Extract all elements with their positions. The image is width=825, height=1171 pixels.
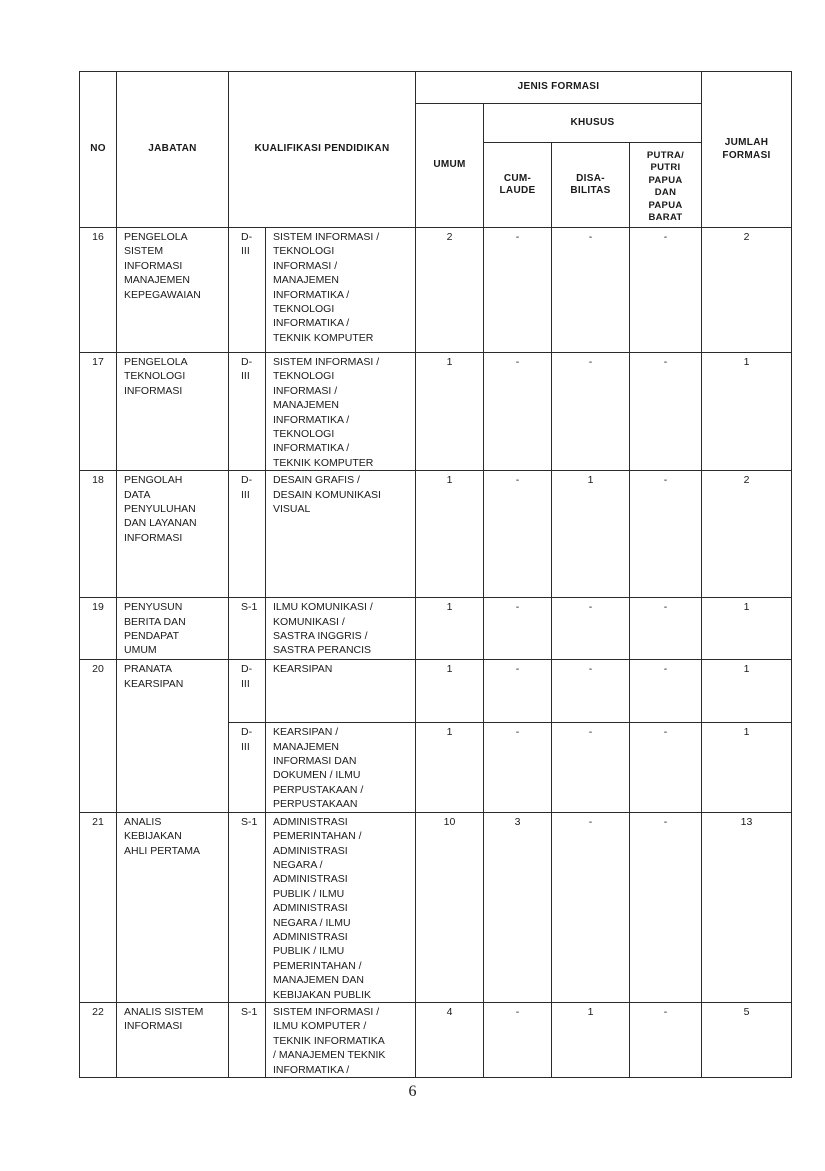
header-umum: UMUM — [416, 104, 484, 228]
row-papua: - — [630, 228, 702, 353]
row-papua: - — [630, 471, 702, 598]
table-row — [80, 812, 792, 1002]
table-row — [80, 471, 792, 598]
header-disabilitas: DISA- BILITAS — [552, 143, 630, 228]
row-jabatan: PENGELOLA SISTEM INFORMASI MANAJEMEN KEPEGAWAIAN — [117, 228, 229, 353]
row-jumlah: 2 — [702, 471, 792, 598]
header-khusus: KHUSUS — [484, 104, 702, 143]
row-cumlaude: - — [484, 228, 552, 353]
row-umum: 1 — [416, 598, 484, 660]
header-jenis-formasi: JENIS FORMASI — [416, 72, 702, 104]
row-prodi: DESAIN GRAFIS / DESAIN KOMUNIKASI VISUAL — [266, 471, 416, 598]
row-umum: 4 — [416, 1002, 484, 1077]
header-putra-putri: PUTRA/ PUTRI PAPUA DAN PAPUA BARAT — [630, 143, 702, 228]
row-umum: 1 — [416, 660, 484, 723]
table-row — [80, 660, 792, 723]
row-umum: 1 — [416, 471, 484, 598]
row-level: D- III — [229, 471, 266, 598]
header-no: NO — [80, 72, 117, 228]
row-papua: - — [630, 353, 702, 471]
row-jabatan: ANALIS KEBIJAKAN AHLI PERTAMA — [117, 812, 229, 1002]
row-cumlaude: - — [484, 1002, 552, 1077]
row-jabatan: PENGOLAH DATA PENYULUHAN DAN LAYANAN INFORMASI — [117, 471, 229, 598]
row-prodi: ADMINISTRASI PEMERINTAHAN / ADMINISTRASI NEGARA / ADMINISTRASI PUBLIK / ILMU ADMINISTRASI NEGARA / ILMU ADMINISTRASI PUBLIK / ILMU PEMERINTAHAN / MANAJEMEN DAN KEBIJAKAN PUBLIK — [266, 812, 416, 1002]
row-prodi: SISTEM INFORMASI / ILMU KOMPUTER / TEKNIK INFORMATIKA / MANAJEMEN TEKNIK INFORMATIKA / — [266, 1002, 416, 1077]
row-jumlah: 1 — [702, 598, 792, 660]
row-disabilitas: 1 — [552, 1002, 630, 1077]
row-jumlah: 13 — [702, 812, 792, 1002]
row-cumlaude: - — [484, 471, 552, 598]
row-prodi: ILMU KOMUNIKASI / KOMUNIKASI / SASTRA INGGRIS / SASTRA PERANCIS — [266, 598, 416, 660]
row-level: S-1 — [229, 598, 266, 660]
row-jabatan: PRANATA KEARSIPAN — [117, 660, 229, 812]
page-number: 6 — [408, 1083, 417, 1100]
row-umum: 2 — [416, 228, 484, 353]
row-disabilitas: - — [552, 353, 630, 471]
row-no: 22 — [80, 1002, 117, 1077]
header-kualifikasi: KUALIFIKASI PENDIDIKAN — [229, 72, 416, 228]
row-no: 19 — [80, 598, 117, 660]
row-level: D- III — [229, 660, 266, 723]
row-prodi: SISTEM INFORMASI / TEKNOLOGI INFORMASI / MANAJEMEN INFORMATIKA / TEKNOLOGI INFORMATIKA / TEKNIK KOMPUTER — [266, 228, 416, 353]
row-jabatan: PENYUSUN BERITA DAN PENDAPAT UMUM — [117, 598, 229, 660]
formasi-table — [79, 71, 792, 1078]
row-cumlaude: 3 — [484, 812, 552, 1002]
table-row — [80, 598, 792, 660]
row-disabilitas: 1 — [552, 471, 630, 598]
row-jumlah: 1 — [702, 723, 792, 812]
row-level: D- III — [229, 353, 266, 471]
row-disabilitas: - — [552, 228, 630, 353]
row-no: 21 — [80, 812, 117, 1002]
row-disabilitas: - — [552, 723, 630, 812]
row-papua: - — [630, 598, 702, 660]
row-jabatan: PENGELOLA TEKNOLOGI INFORMASI — [117, 353, 229, 471]
row-papua: - — [630, 812, 702, 1002]
row-level: D- III — [229, 228, 266, 353]
header-jumlah: JUMLAH FORMASI — [702, 72, 792, 228]
row-no: 17 — [80, 353, 117, 471]
row-disabilitas: - — [552, 660, 630, 723]
table-row — [80, 353, 792, 471]
header-cumlaude: CUM- LAUDE — [484, 143, 552, 228]
row-umum: 1 — [416, 353, 484, 471]
table-row — [80, 228, 792, 353]
row-papua: - — [630, 723, 702, 812]
table-row — [80, 1002, 792, 1077]
row-jumlah: 2 — [702, 228, 792, 353]
row-level: D- III — [229, 723, 266, 812]
row-cumlaude: - — [484, 723, 552, 812]
row-cumlaude: - — [484, 353, 552, 471]
row-cumlaude: - — [484, 660, 552, 723]
row-no: 20 — [80, 660, 117, 812]
row-disabilitas: - — [552, 812, 630, 1002]
row-cumlaude: - — [484, 598, 552, 660]
row-no: 18 — [80, 471, 117, 598]
row-jabatan: ANALIS SISTEM INFORMASI — [117, 1002, 229, 1077]
row-disabilitas: - — [552, 598, 630, 660]
row-prodi: KEARSIPAN — [266, 660, 416, 723]
row-papua: - — [630, 1002, 702, 1077]
header-jabatan: JABATAN — [117, 72, 229, 228]
row-papua: - — [630, 660, 702, 723]
row-umum: 1 — [416, 723, 484, 812]
row-jumlah: 1 — [702, 660, 792, 723]
row-prodi: SISTEM INFORMASI / TEKNOLOGI INFORMASI / MANAJEMEN INFORMATIKA / TEKNOLOGI INFORMATIKA / TEKNIK KOMPUTER — [266, 353, 416, 471]
row-umum: 10 — [416, 812, 484, 1002]
row-level: S-1 — [229, 1002, 266, 1077]
row-prodi: KEARSIPAN / MANAJEMEN INFORMASI DAN DOKUMEN / ILMU PERPUSTAKAAN / PERPUSTAKAAN — [266, 723, 416, 812]
row-no: 16 — [80, 228, 117, 353]
row-level: S-1 — [229, 812, 266, 1002]
row-jumlah: 5 — [702, 1002, 792, 1077]
row-jumlah: 1 — [702, 353, 792, 471]
